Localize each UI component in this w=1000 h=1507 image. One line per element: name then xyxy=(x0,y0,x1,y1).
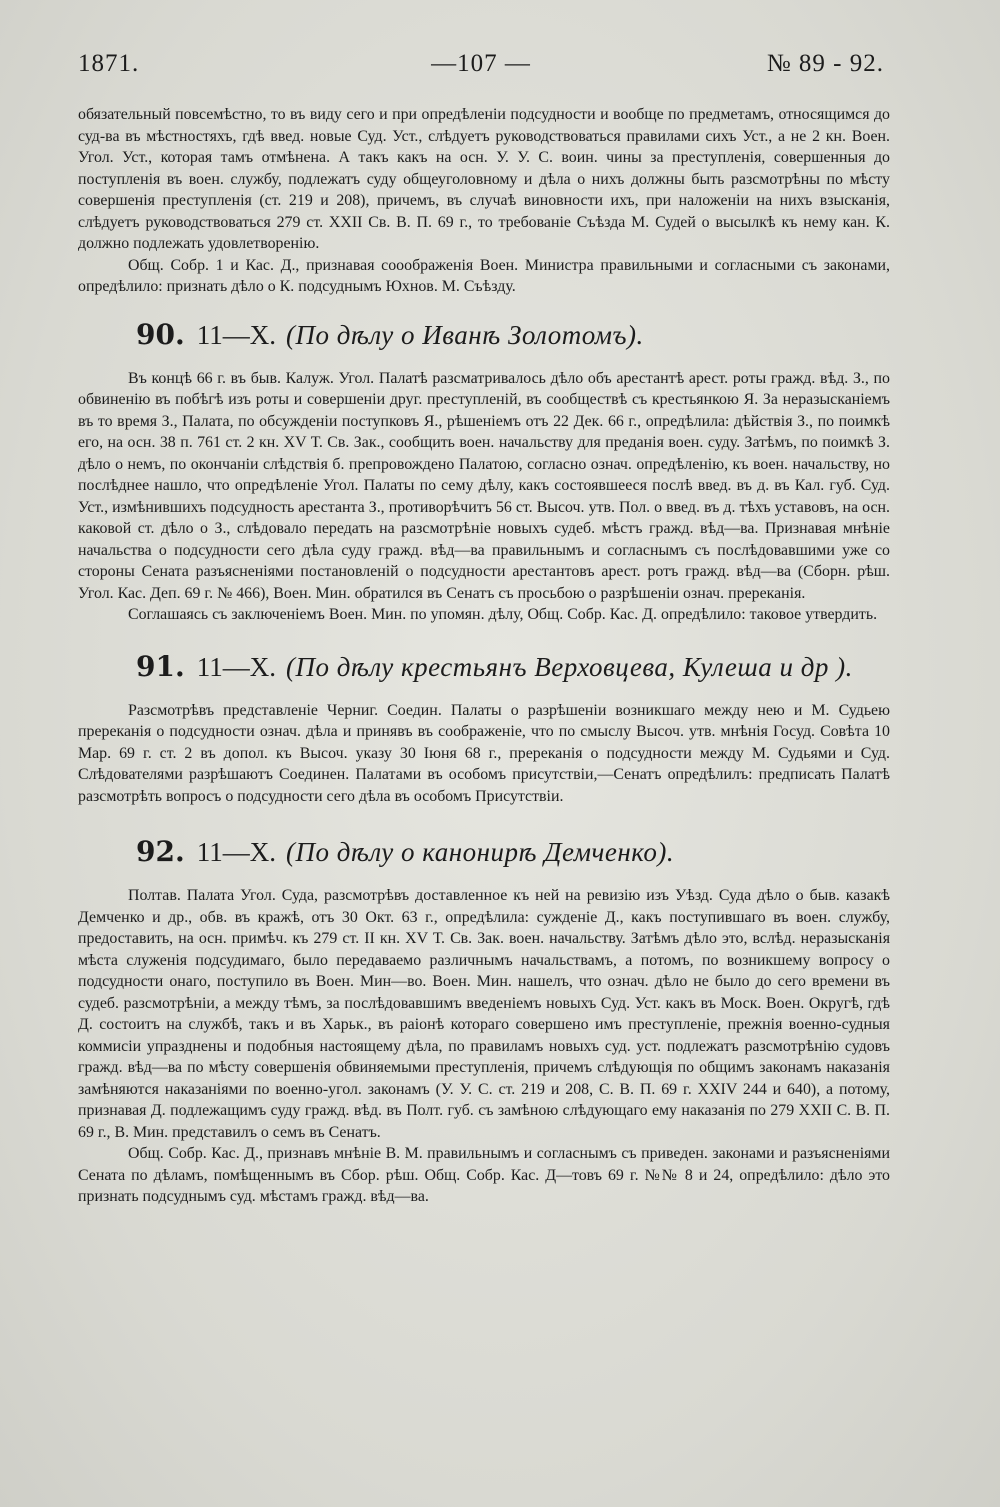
section-number: 90. xyxy=(136,317,185,351)
page-header xyxy=(78,50,884,90)
document-body xyxy=(78,104,890,1208)
section-heading-90 xyxy=(78,318,890,352)
section-number: 91. xyxy=(136,649,185,683)
intro-paragraph-2: Общ. Собр. 1 и Кас. Д., признавая сооображенія Воен. Министра правильными и согласными съ законами, опредѣлило: признать дѣло о К. подсуднымъ Юхнов. М. Съѣзду. xyxy=(78,256,890,295)
issue-numbers: № 89 - 92. xyxy=(766,50,884,77)
intro-paragraph-1: обязательный повсемѣстно, то въ виду сего и при опредѣленіи подсудности и вообще по предметамъ, относящимся до суд-ва въ мѣстностяхъ, гдѣ введ. новые Суд. Уст., слѣдуетъ руководствоваться правилами сихъ Уст., а не 2 кн. Воен. Угол. Уст., которая тамъ отмѣнена. А такъ какъ на осн. У. У. С. воин. чины за преступленія, совершенныя до поступленія въ воен. службу, подлежатъ суду общеуголовному и дѣла о нихъ должны быть разсмотрѣны по мѣсту совершенія преступленія (ст. 219 и 208), причемъ, въ случаѣ виновности ихъ, при наложеніи на нихъ взысканія, слѣдуетъ руководствоваться 279 ст. XXII Св. В. П. 69 г., то требованіе Съѣзда М. Судей о высылкѣ къ нему кан. К. должно подлежать удовлетворенію. xyxy=(78,106,890,252)
section-title: (По дѣлу о Иванѣ Золотомъ). xyxy=(285,319,644,350)
section-90-paragraph-1: Въ концѣ 66 г. въ быв. Калуж. Угол. Палатѣ разсматривалось дѣло объ арестантѣ арест. роты гражд. вѣд. З., по обвиненію въ побѣгѣ изъ роты и совершеніи друг. преступленій, въ сообществѣ съ крестьянкою Я. За неразысканіемъ въ то время З., Палата, по обсужденіи поступковъ Я., рѣшеніемъ отъ 22 Дек. 66 г., опредѣлила: дѣйствія З., по поимкѣ его, на осн. 38 п. 761 ст. 2 кн. XV Т. Св. Зак., сообщить воен. начальству для преданія воен. суду. Затѣмъ, по поимкѣ З. дѣло о немъ, по окончаніи слѣдствія б. препровождено Палатою, согласно означ. опредѣленію, къ воен. начальству, но послѣднее нашло, что опредѣленіе Угол. Палаты по сему дѣлу, какъ состоявшееся послѣ введ. въ д. въ Кал. губ. Суд. Уст., измѣнившихъ подсудность арестанта З., противорѣчитъ 56 ст. Высоч. утв. Пол. о введ. въ д. тѣхъ уставовъ, на осн. каковой ст. дѣло о З., слѣдовало передать на разсмотрѣніе новыхъ судеб. мѣстъ гражд. вѣд—ва. Признавая мнѣніе начальства о подсудности сего дѣла суду гражд. вѣд—ва правильнымъ и согласнымъ съ послѣдовавшими уже со стороны Сената разъясненіями постановленій о подсудности арестантовъ арест. ротъ гражд. вѣд—ва (Сборн. рѣш. Угол. Кас. Деп. 69 г. № 466), Воен. Мин. обратился въ Сенатъ съ просьбою о разрѣшеніи означ. пререканія. xyxy=(78,369,890,602)
section-number: 92. xyxy=(136,835,185,868)
section-title: (По дѣлу крестьянъ Верховцева, Кулеша и др ). xyxy=(285,651,853,682)
section-date: 11—X. xyxy=(196,837,276,867)
page-number: —107 — xyxy=(431,50,531,77)
section-92-paragraph-2: Общ. Собр. Кас. Д., признавъ мнѣніе В. М. правильнымъ и согласнымъ съ приведен. законами и разъясненіями Сената по дѣламъ, помѣщеннымъ въ Сбор. рѣш. Общ. Собр. Кас. Д—товъ 69 г. №№ 8 и 24, опредѣлило: дѣло это признать подсуднымъ суд. мѣстамъ гражд. вѣд—ва. xyxy=(78,1145,890,1205)
section-90-paragraph-2: Соглашаясь съ заключеніемъ Воен. Мин. по упомян. дѣлу, Общ. Собр. Кас. Д. опредѣлило: таковое утвердить. xyxy=(128,606,878,623)
section-date: 11—X. xyxy=(196,319,276,350)
section-91-paragraph-1: Разсмотрѣвъ представленіе Черниг. Соедин. Палаты о разрѣшеніи возникшаго между нею и М. Судьею пререканія о подсудности означ. дѣла и принявъ въ соображеніе, что по смыслу Высоч. утв. мнѣнія Госуд. Совѣта 10 Мар. 69 г. ст. 2 въ допол. къ Высоч. указу 30 Іюня 68 г., пререканія о подсудности между М. Судьями и Суд. Слѣдователями разрѣшаютъ Соединен. Палатами въ особомъ присутствіи,—Сенатъ опредѣлилъ: предписать Палатѣ разсмотрѣть вопросъ о подсудности сего дѣла въ особомъ Присутствіи. xyxy=(78,701,890,805)
section-heading-92 xyxy=(78,835,890,869)
section-heading-91 xyxy=(78,650,890,684)
section-title: (По дѣлу о канонирѣ Демченко). xyxy=(285,837,675,867)
section-92-paragraph-1: Полтав. Палата Угол. Суда, разсмотрѣвъ доставленное къ ней на ревизію изъ Уѣзд. Суда дѣло о быв. казакѣ Демченко и др., обв. въ кражѣ, отъ 30 Окт. 63 г., опредѣлила: сужденіе Д., какъ поступившаго въ воен. службу, предоставить, на осн. примѣч. къ 279 ст. II кн. XV Т. Св. Зак. воен. начальству. Затѣмъ дѣло это, вслѣд. неразысканія мѣста служенія подсудимаго, было передаваемо различнымъ начальствамъ, а потомъ, по возникшему вопросу о подсудности онаго, поступило въ Воен. Мин—во. Воен. Мин. нашелъ, что означ. дѣло не было до сего времени въ судеб. разсмотрѣніи, а между тѣмъ, за послѣдовавшимъ введеніемъ новыхъ Суд. Уст. какъ въ Моск. Воен. Округѣ, гдѣ Д. состоитъ на службѣ, такъ и въ Харьк., въ раіонѣ котораго совершено имъ преступленіе, прежнія военно-судныя коммисіи упразднены и подобныя настоящему дѣла, по правиламъ новыхъ суд. уст. подлежатъ разсмотрѣнію судовъ гражд. вѣд—ва по мѣсту совершенія обвиняемыми преступленія, причемъ слѣдующія по общимъ законамъ наказанія замѣняются наказаніями по военно-угол. законамъ (У. У. С. ст. 219 и 208, С. В. П. 69 г. XXIV 244 и 640), а потому, признавая Д. подлежащимъ суду гражд. вѣд. въ Полт. губ. съ замѣною слѣдующаго ему наказанія по 279 XXII С. В. П. 69 г., В. Мин. представилъ о семъ въ Сенатъ. xyxy=(78,887,890,1141)
section-date: 11—X. xyxy=(196,651,276,682)
header-year: 1871. xyxy=(78,50,140,77)
